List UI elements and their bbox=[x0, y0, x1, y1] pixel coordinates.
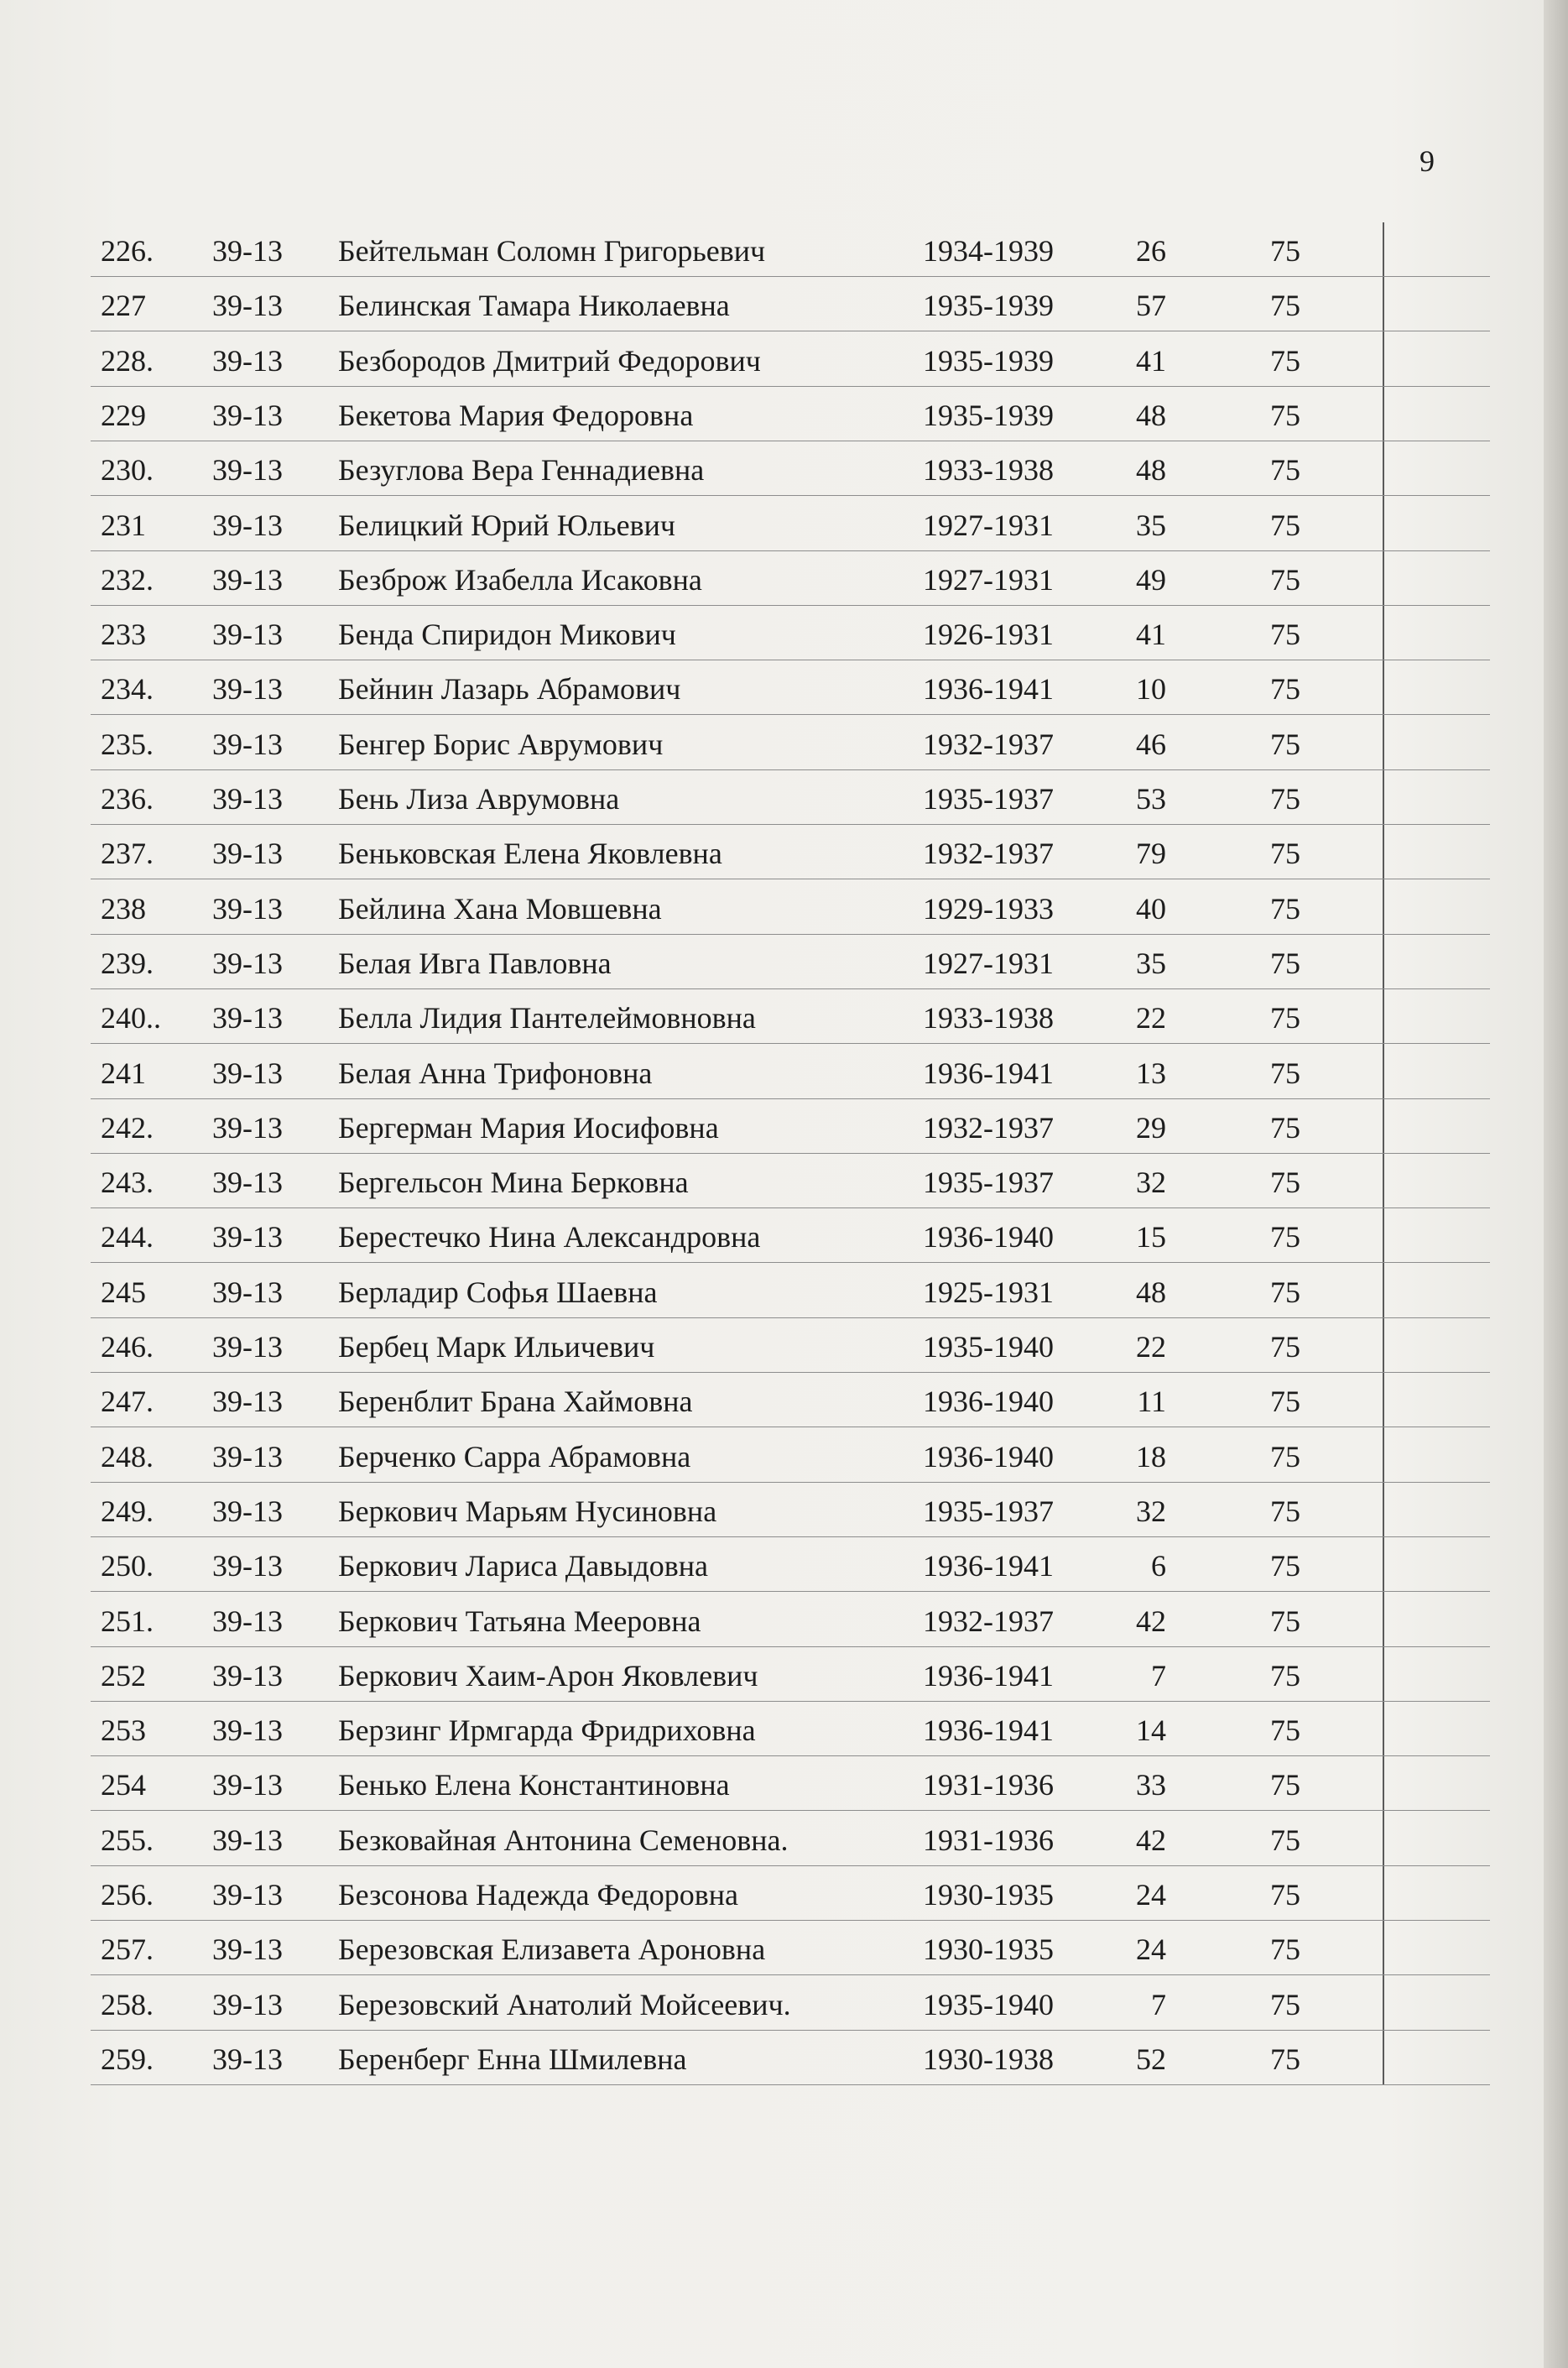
row-total: 75 bbox=[1270, 728, 1300, 761]
row-count: 18 bbox=[1136, 1440, 1166, 1473]
row-years: 1935-1939 bbox=[923, 399, 1054, 432]
row-code: 39-13 bbox=[212, 563, 283, 597]
row-number: 234. bbox=[101, 672, 154, 706]
row-code: 39-13 bbox=[212, 1330, 283, 1364]
row-code: 39-13 bbox=[212, 892, 283, 926]
row-years: 1927-1931 bbox=[923, 947, 1054, 980]
table-row bbox=[91, 1045, 1490, 1099]
row-count: 22 bbox=[1136, 1001, 1166, 1035]
row-code: 39-13 bbox=[212, 509, 283, 542]
table-row bbox=[91, 1976, 1490, 2031]
table-row bbox=[91, 935, 1490, 989]
row-number: 238 bbox=[101, 892, 146, 926]
row-person-name: Берестечко Нина Александровна bbox=[338, 1220, 761, 1254]
row-number: 255. bbox=[101, 1823, 154, 1857]
row-person-name: Беркович Марьям Нусиновна bbox=[338, 1494, 717, 1528]
row-code: 39-13 bbox=[212, 234, 283, 268]
table-row bbox=[91, 1099, 1490, 1154]
row-total: 75 bbox=[1270, 1494, 1300, 1528]
row-number: 244. bbox=[101, 1220, 154, 1254]
row-code: 39-13 bbox=[212, 1056, 283, 1090]
row-years: 1934-1939 bbox=[923, 234, 1054, 268]
row-person-name: Бейтельман Соломн Григорьевич bbox=[338, 234, 766, 268]
row-years: 1935-1939 bbox=[923, 289, 1054, 322]
row-code: 39-13 bbox=[212, 1878, 283, 1912]
row-code: 39-13 bbox=[212, 289, 283, 322]
page-edge bbox=[1544, 0, 1568, 2368]
row-code: 39-13 bbox=[212, 1659, 283, 1693]
table-row bbox=[91, 770, 1490, 825]
row-years: 1936-1941 bbox=[923, 1659, 1054, 1693]
row-years: 1935-1937 bbox=[923, 782, 1054, 816]
table-row bbox=[91, 1483, 1490, 1537]
row-person-name: Белицкий Юрий Юльевич bbox=[338, 509, 675, 542]
row-code: 39-13 bbox=[212, 453, 283, 487]
row-count: 42 bbox=[1136, 1604, 1166, 1638]
row-years: 1931-1936 bbox=[923, 1823, 1054, 1857]
row-number: 240.. bbox=[101, 1001, 161, 1035]
row-code: 39-13 bbox=[212, 1440, 283, 1473]
row-total: 75 bbox=[1270, 618, 1300, 651]
row-years: 1932-1937 bbox=[923, 837, 1054, 870]
roster-table bbox=[91, 222, 1490, 2085]
row-person-name: Березовский Анатолий Мойсеевич. bbox=[338, 1988, 791, 2021]
row-code: 39-13 bbox=[212, 1166, 283, 1199]
row-count: 48 bbox=[1136, 453, 1166, 487]
row-count: 29 bbox=[1136, 1111, 1166, 1145]
row-number: 249. bbox=[101, 1494, 154, 1528]
row-number: 241 bbox=[101, 1056, 146, 1090]
row-number: 254 bbox=[101, 1768, 146, 1802]
table-row bbox=[91, 1537, 1490, 1592]
row-number: 236. bbox=[101, 782, 154, 816]
table-row bbox=[91, 716, 1490, 770]
row-person-name: Безбородов Дмитрий Федорович bbox=[338, 344, 761, 378]
row-count: 42 bbox=[1136, 1823, 1166, 1857]
row-person-name: Беркович Лариса Давыдовна bbox=[338, 1549, 709, 1583]
table-row bbox=[91, 989, 1490, 1044]
row-count: 35 bbox=[1136, 509, 1166, 542]
row-person-name: Безуглова Вера Геннадиевна bbox=[338, 453, 705, 487]
row-years: 1935-1940 bbox=[923, 1330, 1054, 1364]
row-count: 40 bbox=[1136, 892, 1166, 926]
row-years: 1927-1931 bbox=[923, 563, 1054, 597]
row-years: 1925-1931 bbox=[923, 1275, 1054, 1309]
row-years: 1936-1940 bbox=[923, 1220, 1054, 1254]
row-years: 1936-1940 bbox=[923, 1440, 1054, 1473]
row-count: 32 bbox=[1136, 1494, 1166, 1528]
row-person-name: Белинская Тамара Николаевна bbox=[338, 289, 730, 322]
table-row bbox=[91, 387, 1490, 441]
row-total: 75 bbox=[1270, 344, 1300, 378]
row-number: 239. bbox=[101, 947, 154, 980]
row-count: 26 bbox=[1136, 234, 1166, 268]
row-number: 257. bbox=[101, 1932, 154, 1966]
row-years: 1930-1935 bbox=[923, 1878, 1054, 1912]
row-number: 226. bbox=[101, 234, 154, 268]
row-years: 1933-1938 bbox=[923, 1001, 1054, 1035]
row-count: 22 bbox=[1136, 1330, 1166, 1364]
row-code: 39-13 bbox=[212, 728, 283, 761]
row-total: 75 bbox=[1270, 1768, 1300, 1802]
row-count: 48 bbox=[1136, 1275, 1166, 1309]
row-total: 75 bbox=[1270, 289, 1300, 322]
row-code: 39-13 bbox=[212, 1494, 283, 1528]
row-person-name: Берченко Сарра Абрамовна bbox=[338, 1440, 691, 1473]
row-years: 1936-1941 bbox=[923, 1713, 1054, 1747]
row-person-name: Беркович Хаим-Арон Яковлевич bbox=[338, 1659, 758, 1693]
row-total: 75 bbox=[1270, 1275, 1300, 1309]
row-code: 39-13 bbox=[212, 399, 283, 432]
table-row bbox=[91, 1428, 1490, 1483]
table-row bbox=[91, 1702, 1490, 1756]
row-number: 252 bbox=[101, 1659, 146, 1693]
row-number: 256. bbox=[101, 1878, 154, 1912]
row-total: 75 bbox=[1270, 563, 1300, 597]
row-number: 253 bbox=[101, 1713, 146, 1747]
row-years: 1930-1938 bbox=[923, 2042, 1054, 2076]
table-row bbox=[91, 1318, 1490, 1373]
row-years: 1935-1939 bbox=[923, 344, 1054, 378]
row-total: 75 bbox=[1270, 837, 1300, 870]
row-total: 75 bbox=[1270, 1385, 1300, 1418]
row-count: 49 bbox=[1136, 563, 1166, 597]
row-count: 24 bbox=[1136, 1932, 1166, 1966]
row-years: 1935-1937 bbox=[923, 1166, 1054, 1199]
row-person-name: Бергерман Мария Иосифовна bbox=[338, 1111, 719, 1145]
row-number: 247. bbox=[101, 1385, 154, 1418]
row-number: 242. bbox=[101, 1111, 154, 1145]
row-person-name: Березовская Елизавета Ароновна bbox=[338, 1932, 766, 1966]
row-person-name: Безброж Изабелла Исаковна bbox=[338, 563, 702, 597]
row-code: 39-13 bbox=[212, 947, 283, 980]
row-total: 75 bbox=[1270, 1220, 1300, 1254]
row-code: 39-13 bbox=[212, 1932, 283, 1966]
row-total: 75 bbox=[1270, 672, 1300, 706]
row-person-name: Беньковская Елена Яковлевна bbox=[338, 837, 722, 870]
row-years: 1929-1933 bbox=[923, 892, 1054, 926]
row-code: 39-13 bbox=[212, 1111, 283, 1145]
row-number: 251. bbox=[101, 1604, 154, 1638]
row-code: 39-13 bbox=[212, 1604, 283, 1638]
row-count: 79 bbox=[1136, 837, 1166, 870]
row-count: 24 bbox=[1136, 1878, 1166, 1912]
row-number: 243. bbox=[101, 1166, 154, 1199]
row-total: 75 bbox=[1270, 892, 1300, 926]
table-row bbox=[91, 1373, 1490, 1427]
row-code: 39-13 bbox=[212, 1713, 283, 1747]
row-total: 75 bbox=[1270, 1823, 1300, 1857]
row-number: 235. bbox=[101, 728, 154, 761]
row-code: 39-13 bbox=[212, 1768, 283, 1802]
table-row bbox=[91, 606, 1490, 660]
row-years: 1931-1936 bbox=[923, 1768, 1054, 1802]
row-person-name: Безсонова Надежда Федоровна bbox=[338, 1878, 738, 1912]
row-count: 35 bbox=[1136, 947, 1166, 980]
row-code: 39-13 bbox=[212, 1275, 283, 1309]
row-number: 228. bbox=[101, 344, 154, 378]
row-total: 75 bbox=[1270, 782, 1300, 816]
row-person-name: Бергельсон Мина Берковна bbox=[338, 1166, 689, 1199]
row-code: 39-13 bbox=[212, 1001, 283, 1035]
row-number: 231 bbox=[101, 509, 146, 542]
table-row bbox=[91, 1593, 1490, 1647]
row-years: 1936-1941 bbox=[923, 672, 1054, 706]
row-count: 57 bbox=[1136, 289, 1166, 322]
row-person-name: Бенда Спиридон Микович bbox=[338, 618, 676, 651]
table-row bbox=[91, 332, 1490, 387]
row-years: 1932-1937 bbox=[923, 1111, 1054, 1145]
row-code: 39-13 bbox=[212, 1549, 283, 1583]
row-count: 33 bbox=[1136, 1768, 1166, 1802]
table-row bbox=[91, 497, 1490, 551]
row-person-name: Бейнин Лазарь Абрамович bbox=[338, 672, 681, 706]
row-person-name: Белла Лидия Пантелеймовновна bbox=[338, 1001, 756, 1035]
row-total: 75 bbox=[1270, 1056, 1300, 1090]
row-count: 7 bbox=[1151, 1659, 1166, 1693]
row-total: 75 bbox=[1270, 1988, 1300, 2021]
row-total: 75 bbox=[1270, 1440, 1300, 1473]
row-total: 75 bbox=[1270, 2042, 1300, 2076]
table-row bbox=[91, 1264, 1490, 1318]
row-code: 39-13 bbox=[212, 672, 283, 706]
row-person-name: Белая Анна Трифоновна bbox=[338, 1056, 653, 1090]
table-row bbox=[91, 660, 1490, 715]
row-total: 75 bbox=[1270, 1111, 1300, 1145]
row-number: 248. bbox=[101, 1440, 154, 1473]
row-years: 1933-1938 bbox=[923, 453, 1054, 487]
row-code: 39-13 bbox=[212, 1988, 283, 2021]
row-total: 75 bbox=[1270, 947, 1300, 980]
row-code: 39-13 bbox=[212, 618, 283, 651]
row-years: 1926-1931 bbox=[923, 618, 1054, 651]
row-code: 39-13 bbox=[212, 2042, 283, 2076]
row-years: 1930-1935 bbox=[923, 1932, 1054, 1966]
row-code: 39-13 bbox=[212, 1823, 283, 1857]
row-person-name: Беренблит Брана Хаймовна bbox=[338, 1385, 693, 1418]
table-row bbox=[91, 1921, 1490, 1975]
page-number: 9 bbox=[1420, 144, 1435, 178]
row-total: 75 bbox=[1270, 1549, 1300, 1583]
row-number: 246. bbox=[101, 1330, 154, 1364]
row-count: 6 bbox=[1151, 1549, 1166, 1583]
row-code: 39-13 bbox=[212, 837, 283, 870]
table-row bbox=[91, 222, 1490, 277]
row-code: 39-13 bbox=[212, 344, 283, 378]
row-years: 1936-1941 bbox=[923, 1056, 1054, 1090]
row-total: 75 bbox=[1270, 1166, 1300, 1199]
row-total: 75 bbox=[1270, 1330, 1300, 1364]
row-count: 11 bbox=[1137, 1385, 1166, 1418]
table-row bbox=[91, 1208, 1490, 1263]
table-row bbox=[91, 825, 1490, 879]
row-number: 232. bbox=[101, 563, 154, 597]
row-total: 75 bbox=[1270, 399, 1300, 432]
row-number: 229 bbox=[101, 399, 146, 432]
row-count: 15 bbox=[1136, 1220, 1166, 1254]
row-number: 258. bbox=[101, 1988, 154, 2021]
row-total: 75 bbox=[1270, 1878, 1300, 1912]
row-person-name: Беренберг Енна Шмилевна bbox=[338, 2042, 687, 2076]
row-total: 75 bbox=[1270, 453, 1300, 487]
row-count: 53 bbox=[1136, 782, 1166, 816]
row-years: 1932-1937 bbox=[923, 728, 1054, 761]
row-number: 227 bbox=[101, 289, 146, 322]
row-count: 14 bbox=[1136, 1713, 1166, 1747]
row-code: 39-13 bbox=[212, 782, 283, 816]
row-total: 75 bbox=[1270, 1604, 1300, 1638]
row-number: 250. bbox=[101, 1549, 154, 1583]
table-row bbox=[91, 551, 1490, 606]
row-count: 46 bbox=[1136, 728, 1166, 761]
row-total: 75 bbox=[1270, 509, 1300, 542]
row-count: 7 bbox=[1151, 1988, 1166, 2021]
row-years: 1935-1937 bbox=[923, 1494, 1054, 1528]
row-person-name: Безковайная Антонина Семеновна. bbox=[338, 1823, 789, 1857]
table-row bbox=[91, 1647, 1490, 1702]
row-person-name: Белая Ивга Павловна bbox=[338, 947, 612, 980]
row-count: 48 bbox=[1136, 399, 1166, 432]
row-number: 237. bbox=[101, 837, 154, 870]
row-count: 10 bbox=[1136, 672, 1166, 706]
table-row bbox=[91, 1812, 1490, 1866]
row-person-name: Бербец Марк Ильичевич bbox=[338, 1330, 655, 1364]
row-years: 1936-1940 bbox=[923, 1385, 1054, 1418]
row-person-name: Бейлина Хана Мовшевна bbox=[338, 892, 662, 926]
table-row bbox=[91, 277, 1490, 331]
table-row bbox=[91, 1866, 1490, 1921]
row-person-name: Бенько Елена Константиновна bbox=[338, 1768, 730, 1802]
row-total: 75 bbox=[1270, 234, 1300, 268]
row-number: 230. bbox=[101, 453, 154, 487]
table-row bbox=[91, 2031, 1490, 2085]
row-total: 75 bbox=[1270, 1932, 1300, 1966]
row-count: 41 bbox=[1136, 344, 1166, 378]
row-count: 13 bbox=[1136, 1056, 1166, 1090]
row-person-name: Бенгер Борис Аврумович bbox=[338, 728, 664, 761]
row-years: 1932-1937 bbox=[923, 1604, 1054, 1638]
row-total: 75 bbox=[1270, 1001, 1300, 1035]
row-person-name: Берзинг Ирмгарда Фридриховна bbox=[338, 1713, 756, 1747]
row-years: 1936-1941 bbox=[923, 1549, 1054, 1583]
row-person-name: Бень Лиза Аврумовна bbox=[338, 782, 620, 816]
row-total: 75 bbox=[1270, 1713, 1300, 1747]
table-row bbox=[91, 441, 1490, 496]
row-person-name: Бекетова Мария Федоровна bbox=[338, 399, 694, 432]
row-count: 32 bbox=[1136, 1166, 1166, 1199]
row-person-name: Беркович Татьяна Мееровна bbox=[338, 1604, 701, 1638]
row-count: 52 bbox=[1136, 2042, 1166, 2076]
row-total: 75 bbox=[1270, 1659, 1300, 1693]
table-row bbox=[91, 1756, 1490, 1811]
row-years: 1935-1940 bbox=[923, 1988, 1054, 2021]
table-row bbox=[91, 880, 1490, 935]
row-number: 233 bbox=[101, 618, 146, 651]
row-number: 259. bbox=[101, 2042, 154, 2076]
row-number: 245 bbox=[101, 1275, 146, 1309]
row-code: 39-13 bbox=[212, 1220, 283, 1254]
table-row bbox=[91, 1154, 1490, 1208]
row-years: 1927-1931 bbox=[923, 509, 1054, 542]
row-person-name: Берладир Софья Шаевна bbox=[338, 1275, 658, 1309]
row-count: 41 bbox=[1136, 618, 1166, 651]
row-code: 39-13 bbox=[212, 1385, 283, 1418]
